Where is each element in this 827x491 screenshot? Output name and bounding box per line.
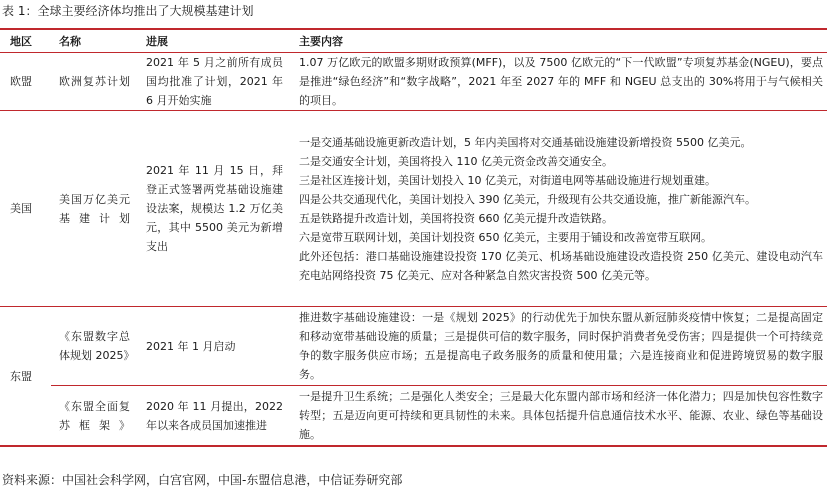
content-us-item: 六是宽带互联网计划，美国计划投资 650 亿美元，主要用于铺设和改善宽带互联网。 xyxy=(299,230,712,244)
content-us-item: 一是交通基础设施更新改造计划，5 年内美国将对交通基础设施建设新增投资 5500 亿美元。 xyxy=(299,135,752,149)
content-cell-asean-recovery xyxy=(291,386,827,447)
header-name xyxy=(51,29,136,53)
name-asean-recovery: 《东盟全面复苏框架》 xyxy=(59,399,130,432)
table-row-eu xyxy=(0,53,827,111)
content-eu: 1.07 万亿欧元的欧盟多期财政预算(MFF)，以及 7500 亿欧元的“下一代欧盟”专项复苏基金(NGEU)，要点是推进“绿色经济”和“数字战略”，2021 年至 2027 年的 MFF 和 NGEU 总支出的 30%将用于与气候相关的项目。 xyxy=(299,56,823,107)
content-us-item: 五是铁路提升改造计划，美国将投资 660 亿美元提升改造铁路。 xyxy=(299,211,613,225)
header-region: 地区 xyxy=(0,29,51,53)
header-content xyxy=(291,29,827,53)
table-caption: 表 1：全球主要经济体均推出了大规模基建计划 xyxy=(2,4,254,18)
content-us-item: 二是交通安全计划，美国将投入 110 亿美元资金改善交通安全。 xyxy=(299,154,613,168)
region-eu: 欧盟 xyxy=(0,53,51,111)
content-us-item: 四是公共交通现代化，美国计划投入 390 亿美元，升级现有公共交通设施，推广新能源汽车。 xyxy=(299,192,756,206)
content-cell-eu xyxy=(291,53,827,111)
content-cell-asean-digital xyxy=(291,307,827,386)
table-header-row xyxy=(0,29,827,53)
content-cell-us xyxy=(291,111,827,307)
content-us-item: 三是社区连接计划，美国计划投入 10 亿美元，对街道电网等基础设施进行规划重建。 xyxy=(299,173,716,187)
name-cell-eu xyxy=(51,53,136,111)
header-progress xyxy=(136,29,291,53)
source-note: 资料来源：中国社会科学网，白宫官网，中国-东盟信息港，中信证券研究部 xyxy=(2,473,403,487)
content-asean-digital: 推进数字基础设施建设：一是《规划 2025》的行动优先于加快东盟从新冠肺炎疫情中恢复；二是提高固定和移动宽带基础设施的质量；三是提供可信的数字服务，同时保护消费者免受伤害；四是提供一个可持续竞争的数字服务供应市场；五是提高电子政务服务的质量和使用量；六是连接商业和促进跨境贸易的数字服务。 xyxy=(299,311,823,381)
region-asean: 东盟 xyxy=(0,307,51,447)
header-content-label: 主要内容 xyxy=(299,34,343,48)
progress-cell-us xyxy=(136,111,291,307)
content-us-item: 此外还包括：港口基础设施建设投资 170 亿美元、机场基础设施建设改造投资 250 亿美元、建设电动汽车充电站网络投资 75 亿美元、应对各种紧急自然灾害投资 500 亿美元等。 xyxy=(299,249,823,282)
region-us: 美国 xyxy=(0,111,51,307)
name-eu: 欧洲复苏计划 xyxy=(59,75,130,88)
name-asean-digital: 《东盟数字总体规划 2025》 xyxy=(59,330,135,362)
progress-asean-digital: 2021 年 1 月启动 xyxy=(146,339,236,353)
progress-cell-asean-recovery xyxy=(136,386,291,447)
progress-asean-recovery: 2020 年 11 月提出，2022 年以来各成员国加速推进 xyxy=(146,399,283,432)
name-cell-asean-digital xyxy=(51,307,136,386)
content-us xyxy=(295,133,827,285)
content-asean-recovery: 一是提升卫生系统；二是强化人类安全；三是最大化东盟内部市场和经济一体化潜力；四是加快包容性数字转型；五是迈向更可持续和更具韧性的未来。具体包括提升信息通信技术水平、能源、农业、绿色等基础设施。 xyxy=(299,390,823,441)
progress-cell-eu xyxy=(136,53,291,111)
name-cell-us xyxy=(51,111,136,307)
progress-cell-asean-digital xyxy=(136,307,291,386)
table-row-us xyxy=(0,111,827,307)
name-us: 美国万亿美元基建计划 xyxy=(59,192,130,225)
progress-us: 2021 年 11 月 15 日，拜登正式签署两党基础设施建设法案，规模达 1.2 万亿美元，其中 5500 美元为新增支出 xyxy=(146,164,283,253)
header-name-label: 名称 xyxy=(59,34,81,48)
infrastructure-plans-table xyxy=(0,28,827,447)
table-row-asean-recovery xyxy=(0,386,827,447)
progress-eu: 2021 年 5 月之前所有成员国均批准了计划，2021 年 6 月开始实施 xyxy=(146,56,283,107)
table-row-asean-digital xyxy=(0,307,827,386)
header-progress-label: 进展 xyxy=(146,34,168,48)
name-cell-asean-recovery xyxy=(51,386,136,447)
